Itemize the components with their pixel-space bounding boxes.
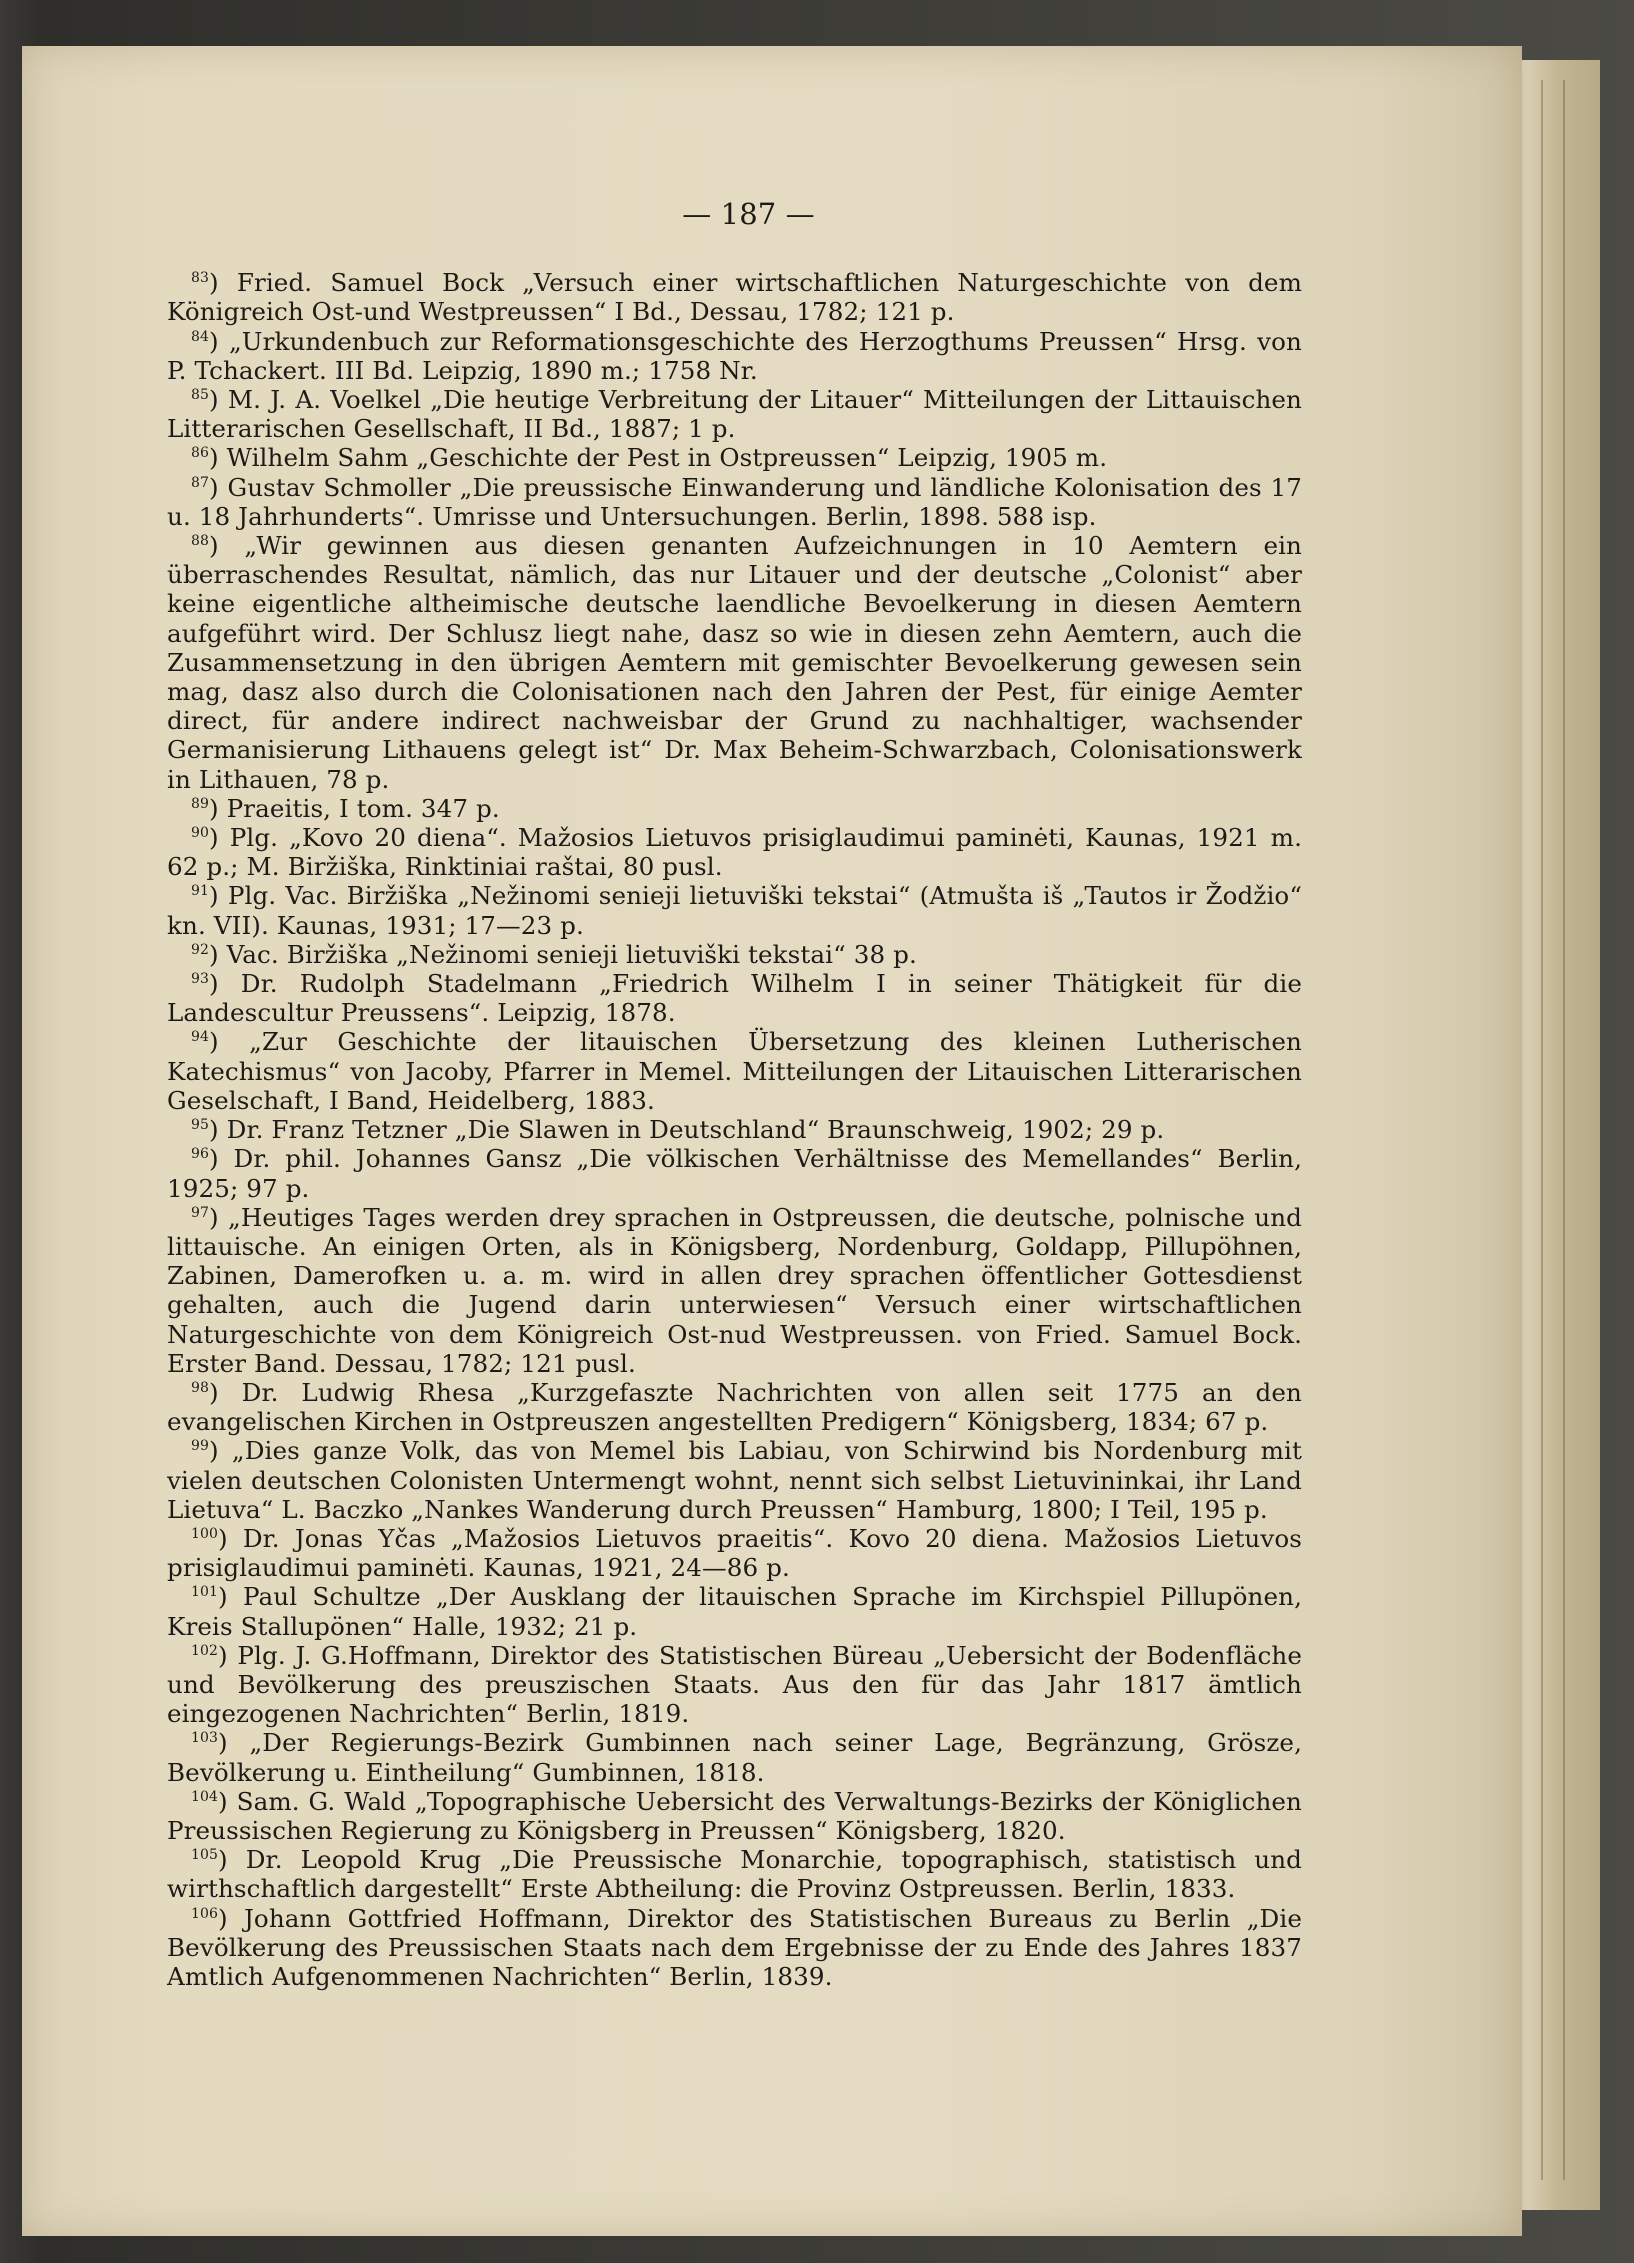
footnote xyxy=(167,1203,1302,1378)
footnote xyxy=(167,1582,1302,1640)
footnote xyxy=(167,823,1302,881)
footnote-text: ) Dr. Jonas Yčas „Mažosios Lietuvos praeitis“. Kovo 20 diena. Mažosios Lietuvos prisiglaudimui paminėti. Kaunas, 1921, 24—86 p. xyxy=(167,1523,1302,1583)
footnote xyxy=(167,1845,1302,1903)
footnote-text: ) Wilhelm Sahm „Geschichte der Pest in Ostpreussen“ Leipzig, 1905 m. xyxy=(209,443,1108,473)
footnote-text: ) Praeitis, I tom. 347 p. xyxy=(209,793,500,823)
footnote-number: 91 xyxy=(191,883,210,900)
footnote-number: 94 xyxy=(191,1029,210,1046)
footnote-number: 89 xyxy=(191,795,210,812)
footnote-number: 101 xyxy=(191,1584,219,1601)
footnote-text: ) Plg. J. G.Hoffmann, Direktor des Statistischen Büreau „Uebersicht der Bodenfläche und Bevölkerung des preuszischen Staats. Aus den für das Jahr 1817 ämtlich eingezogenen Nachrichten“ Berlin, 1819. xyxy=(167,1640,1302,1729)
footnote xyxy=(167,1787,1302,1845)
page-edge-line xyxy=(1541,80,1543,2180)
footnote-number: 92 xyxy=(191,941,210,958)
page-number: — 187 — xyxy=(682,197,815,231)
footnote-number: 83 xyxy=(191,270,210,287)
footnote-number: 99 xyxy=(191,1438,210,1455)
footnote-number: 100 xyxy=(191,1525,219,1542)
footnote xyxy=(167,969,1302,1027)
footnote-text: ) Paul Schultze „Der Ausklang der litauischen Sprache im Kirchspiel Pillupönen, Kreis Stallupönen“ Halle, 1932; 21 p. xyxy=(167,1582,1302,1641)
footnote-number: 105 xyxy=(191,1847,219,1864)
footnote-text: ) „Heutiges Tages werden drey sprachen in Ostpreussen, die deutsche, polnische und littauische. An einigen Orten, als in Königsberg, Nordenburg, Goldapp, Pillupöhnen, Zabinen, Damerofken u. a. m. wird in allen drey sprachen öffentlicher Gottesdienst gehalten, auch die Jugend darin unterwiesen“ Versuch einer wirtschaftlichen Naturgeschichte von dem Königreich Ost-nud Westpreussen. von Fried. Samuel Bock. Erster Band. Dessau, 1782; 121 pusl. xyxy=(167,1202,1302,1378)
footnote xyxy=(167,473,1302,531)
footnote xyxy=(167,1728,1302,1786)
footnote-number: 102 xyxy=(191,1642,219,1659)
footnote xyxy=(167,1904,1302,1992)
footnote xyxy=(167,443,1302,472)
footnote-number: 95 xyxy=(191,1117,210,1134)
footnote-number: 104 xyxy=(191,1788,219,1805)
page-edge-line xyxy=(1563,80,1565,2180)
footnote-text: ) M. J. A. Voelkel „Die heutige Verbreitung der Litauer“ Mitteilungen der Littauischen Litterarischen Gesellschaft, II Bd., 1887; 1 p. xyxy=(167,385,1302,444)
footnote-number: 86 xyxy=(191,445,210,462)
footnote-number: 97 xyxy=(191,1204,210,1221)
footnote xyxy=(167,327,1302,385)
footnote xyxy=(167,1436,1302,1524)
footnote xyxy=(167,1027,1302,1115)
footnote-text: ) Johann Gottfried Hoffmann, Direktor des Statistischen Bureaus zu Berlin „Die Bevölkerung des Preussischen Staats nach dem Ergebnisse der zu Ende des Jahres 1837 Amtlich Aufgenommenen Nachrichten“ Berlin, 1839. xyxy=(167,1903,1302,1991)
footnote-text: ) Dr. Ludwig Rhesa „Kurzgefaszte Nachrichten von allen seit 1775 an den evangelischen Kirchen in Ostpreuszen angestellten Predigern“ Königsberg, 1834; 67 p. xyxy=(167,1377,1302,1437)
footnote-number: 84 xyxy=(191,328,210,345)
footnote-number: 85 xyxy=(191,387,210,404)
footnote-text: ) Dr. Leopold Krug „Die Preussische Monarchie, topographisch, statistisch und wirthschaftlich dargestellt“ Erste Abtheilung: die Provinz Ostpreussen. Berlin, 1833. xyxy=(167,1845,1302,1904)
footnote-text: ) „Der Regierungs-Bezirk Gumbinnen nach seiner Lage, Begränzung, Grösze, Bevölkerung u. Eintheilung“ Gumbinnen, 1818. xyxy=(167,1728,1302,1787)
footnote xyxy=(167,1144,1302,1202)
footnote-text: ) Dr. Rudolph Stadelmann „Friedrich Wilhelm I in seiner Thätigkeit für die Landescultur Preussens“. Leipzig, 1878. xyxy=(167,969,1302,1028)
footnote xyxy=(167,531,1302,794)
footnote-number: 103 xyxy=(191,1730,219,1747)
footnote xyxy=(167,940,1302,969)
footnote-text: ) Fried. Samuel Bock „Versuch einer wirtschaftlichen Naturgeschichte von dem Königreich Ost-und Westpreussen“ I Bd., Dessau, 1782; 121 p. xyxy=(167,268,1302,327)
footnote-text: ) Dr. phil. Johannes Gansz „Die völkischen Verhältnisse des Memellandes“ Berlin, 1925; 97 p. xyxy=(167,1144,1302,1203)
footnote-text: ) Plg. „Kovo 20 diena“. Mažosios Lietuvos prisiglaudimui paminėti, Kaunas, 1921 m. 62 p.; M. Biržiška, Rinktiniai raštai, 80 pusl. xyxy=(167,823,1302,882)
footnote-text: ) Plg. Vac. Biržiška „Nežinomi senieji lietuviški tekstai“ (Atmušta iš „Tautos ir Žodžio“ kn. VII). Kaunas, 1931; 17—23 p. xyxy=(167,881,1302,940)
footnote-text: ) „Zur Geschichte der litauischen Übersetzung des kleinen Lutherischen Katechismus“ von Jacoby, Pfarrer in Memel. Mitteilungen der Litauischen Litterarischen Geselschaft, I Band, Heidelberg, 1883. xyxy=(167,1027,1302,1115)
footnote xyxy=(167,1641,1302,1729)
footnote-number: 98 xyxy=(191,1379,210,1396)
footnote-text: ) Vac. Biržiška „Nežinomi senieji lietuviški tekstai“ 38 p. xyxy=(209,939,917,969)
footnote-text: ) „Urkundenbuch zur Reformationsgeschichte des Herzogthums Preussen“ Hrsg. von P. Tchackert. III Bd. Leipzig, 1890 m.; 1758 Nr. xyxy=(167,326,1302,385)
footnote xyxy=(167,881,1302,939)
footnote-text: ) „Dies ganze Volk, das von Memel bis Labiau, von Schirwind bis Nordenburg mit vielen deutschen Colonisten Untermengt wohnt, nennt sich selbst Lietuvininkai, ihr Land Lietuva“ L. Baczko „Nankes Wanderung durch Preussen“ Hamburg, 1800; I Teil, 195 p. xyxy=(167,1436,1302,1524)
footnote-number: 90 xyxy=(191,825,210,842)
footnote xyxy=(167,1115,1302,1144)
footnote xyxy=(167,268,1302,326)
footnote-number: 87 xyxy=(191,474,210,491)
footnote-text: ) Dr. Franz Tetzner „Die Slawen in Deutschland“ Braunschweig, 1902; 29 p. xyxy=(209,1115,1165,1145)
footnote-text: ) Gustav Schmoller „Die preussische Einwanderung und ländliche Kolonisation des 17 u. 18 Jahrhunderts“. Umrisse und Untersuchungen. Berlin, 1898. 588 isp. xyxy=(167,472,1302,531)
footnote xyxy=(167,1378,1302,1436)
footnote-number: 106 xyxy=(191,1905,219,1922)
footnote xyxy=(167,794,1302,823)
footnote-number: 96 xyxy=(191,1146,210,1163)
footnote xyxy=(167,385,1302,443)
footnote-text: ) Sam. G. Wald „Topographische Uebersicht des Verwaltungs-Bezirks der Königlichen Preussischen Regierung zu Königsberg in Preussen“ Königsberg, 1820. xyxy=(167,1786,1302,1845)
footnote-text: ) „Wir gewinnen aus diesen genanten Aufzeichnungen in 10 Aemtern ein überraschendes Resultat, nämlich, das nur Litauer und der deutsche „Colonist“ aber keine eigentliche altheimische deutsche laendliche Bevoelkerung in diesen Aemtern aufgeführt wird. Der Schlusz liegt nahe, dasz so wie in diesen zehn Aemtern, auch die Zusammensetzung in den übrigen Aemtern mit gemischter Bevoelkerung gewesen sein mag, dasz also durch die Colonisationen nach den Jahren der Pest, für einige Aemter direct, für andere indirect nachweisbar der Grund zu nachhaltiger, wachsender Germanisierung Lithauens gelegt ist“ Dr. Max Beheim-Schwarzbach, Colonisationswerk in Lithauen, 78 p. xyxy=(167,531,1302,794)
footnote-number: 93 xyxy=(191,971,210,988)
footnote xyxy=(167,1524,1302,1582)
footnote-number: 88 xyxy=(191,533,210,550)
footnotes-block xyxy=(167,197,1302,1991)
